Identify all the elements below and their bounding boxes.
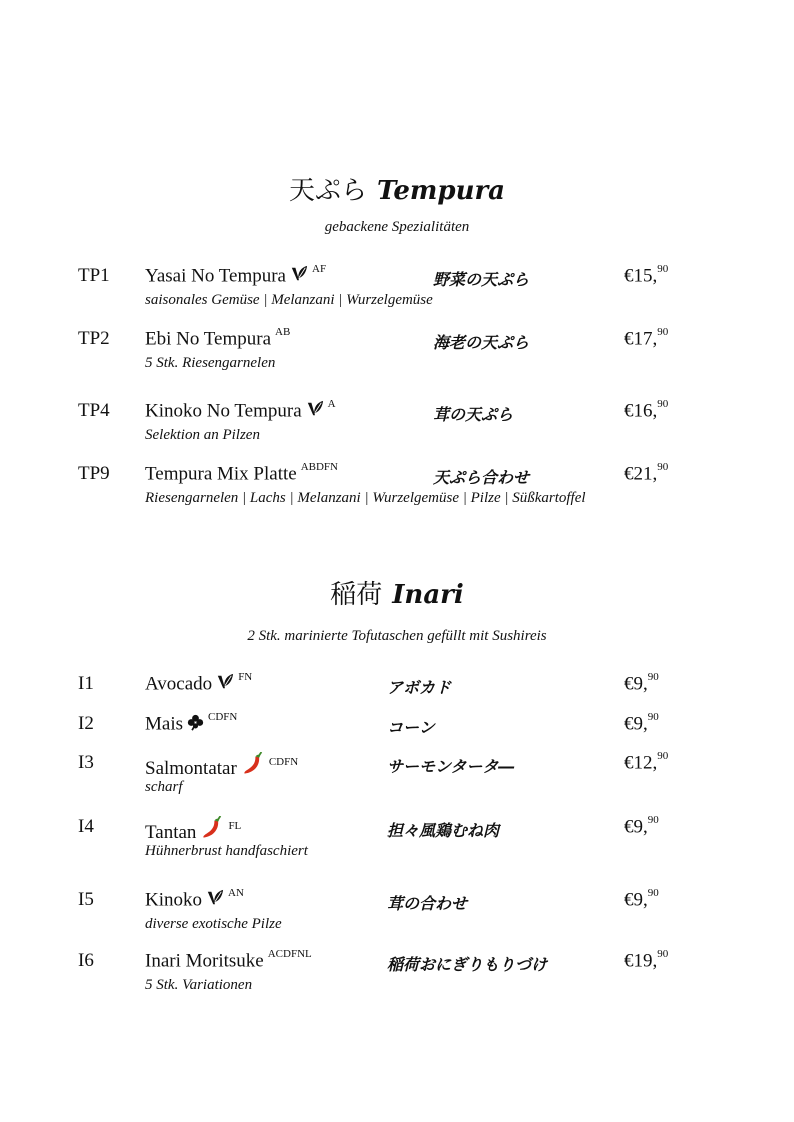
inari-title-jp: 稲荷 — [330, 580, 383, 610]
vegan-leaf-icon — [306, 400, 324, 418]
item-description: saisonales Gemüse | Melanzani | Wurzelgemüse — [145, 292, 433, 308]
item-name: Avocado $^{FN}$ — [145, 671, 253, 695]
vegan-leaf-icon — [290, 265, 308, 283]
item-description: diverse exotische Pilze — [145, 916, 282, 932]
allergen-codes: AF — [312, 263, 327, 275]
item-code: I2 — [78, 713, 94, 734]
item-code: I6 — [78, 950, 94, 971]
tempura-title — [0, 170, 794, 207]
vegan-leaf-icon — [206, 889, 224, 907]
item-name: Salmontatar $^{CDFN}$ — [145, 752, 298, 780]
item-price: €12,90 — [624, 750, 669, 774]
tempura-title-jp: 天ぷら — [288, 176, 367, 206]
item-name-jp: アボカド — [387, 678, 452, 697]
chili-icon — [241, 752, 265, 776]
allergen-codes: ACDFNL — [267, 948, 312, 960]
menu-item-i3 — [0, 752, 794, 812]
item-code: I4 — [78, 816, 94, 837]
clover-icon — [187, 714, 204, 731]
menu-item-tp4 — [0, 400, 794, 460]
item-name-jp: 野菜の天ぷら — [433, 270, 530, 289]
menu-item-tp9 — [0, 463, 794, 523]
item-name: Tempura Mix Platte $^{ABDFN}$ — [145, 461, 338, 485]
menu-item-i5 — [0, 889, 794, 949]
item-name-jp: 海老の天ぷら — [433, 333, 530, 352]
item-name-jp: 稲荷おにぎりもりづけ — [387, 955, 548, 974]
item-price: €9,90 — [624, 711, 659, 735]
inari-subtitle: 2 Stk. marinierte Tofutaschen gefüllt mit Sushireis — [247, 628, 547, 644]
item-description: 5 Stk. Riesengarnelen — [145, 355, 276, 371]
item-code: TP9 — [78, 463, 110, 484]
item-description: scharf — [145, 779, 183, 795]
item-name: Kinoko No Tempura $^A$ — [145, 398, 336, 422]
menu-item-i6 — [0, 950, 794, 1010]
item-description: Hühnerbrust handfaschiert — [145, 843, 308, 859]
item-description: Selektion an Pilzen — [145, 427, 260, 443]
allergen-codes: FL — [228, 819, 242, 832]
item-price: €19,90 — [624, 948, 669, 972]
inari-title-latin: Inari — [392, 580, 464, 610]
item-price: €21,90 — [624, 461, 669, 485]
menu-item-tp1 — [0, 265, 794, 325]
item-name-jp: コーン — [387, 718, 435, 737]
menu-item-i4 — [0, 816, 794, 876]
item-price: €9,90 — [624, 887, 659, 911]
item-description: Riesengarnelen | Lachs | Melanzani | Wurzelgemüse | Pilze | Süßkartoffel — [145, 490, 586, 506]
allergen-codes: CDFN — [268, 755, 299, 768]
item-code: TP4 — [78, 400, 110, 421]
vegan-leaf-icon — [216, 673, 234, 691]
allergen-codes: A — [327, 398, 336, 410]
allergen-codes: AB — [275, 326, 291, 338]
item-name-jp: サーモンタータ― — [387, 757, 515, 776]
item-name-jp: 担々風鶏むね肉 — [387, 821, 500, 840]
allergen-codes: CDFN — [208, 711, 238, 723]
item-name: Kinoko $^{AN}$ — [145, 887, 244, 911]
allergen-codes: ABDFN — [300, 461, 338, 473]
item-name: Ebi No Tempura $^{AB}$ — [145, 326, 291, 350]
item-code: TP1 — [78, 265, 110, 286]
menu-item-tp2 — [0, 328, 794, 388]
item-code: I3 — [78, 752, 94, 773]
allergen-codes: AN — [228, 887, 244, 899]
tempura-title-latin: Tempura — [376, 176, 506, 206]
chili-icon — [200, 816, 224, 840]
item-price: €15,90 — [624, 263, 669, 287]
item-name: Yasai No Tempura $^{AF}$ — [145, 263, 327, 287]
item-name: Mais $^{CDFN}$ — [145, 711, 238, 735]
item-description: 5 Stk. Variationen — [145, 977, 253, 993]
item-price: €9,90 — [624, 814, 659, 838]
item-name: Inari Moritsuke $^{ACDFNL}$ — [145, 948, 312, 972]
item-name-jp: 茸の天ぷら — [433, 405, 514, 424]
item-price: €16,90 — [624, 398, 669, 422]
inari-title — [0, 574, 794, 611]
item-name-jp: 天ぷら合わせ — [433, 468, 530, 487]
item-name-jp: 茸の合わせ — [387, 894, 468, 913]
item-code: TP2 — [78, 328, 110, 349]
item-price: €9,90 — [624, 671, 659, 695]
item-code: I1 — [78, 673, 94, 694]
item-price: €17,90 — [624, 326, 669, 350]
item-code: I5 — [78, 889, 94, 910]
item-name: Tantan $^{FL}$ — [145, 816, 241, 844]
tempura-subtitle: gebackene Spezialitäten — [324, 219, 470, 235]
allergen-codes: FN — [238, 671, 253, 683]
